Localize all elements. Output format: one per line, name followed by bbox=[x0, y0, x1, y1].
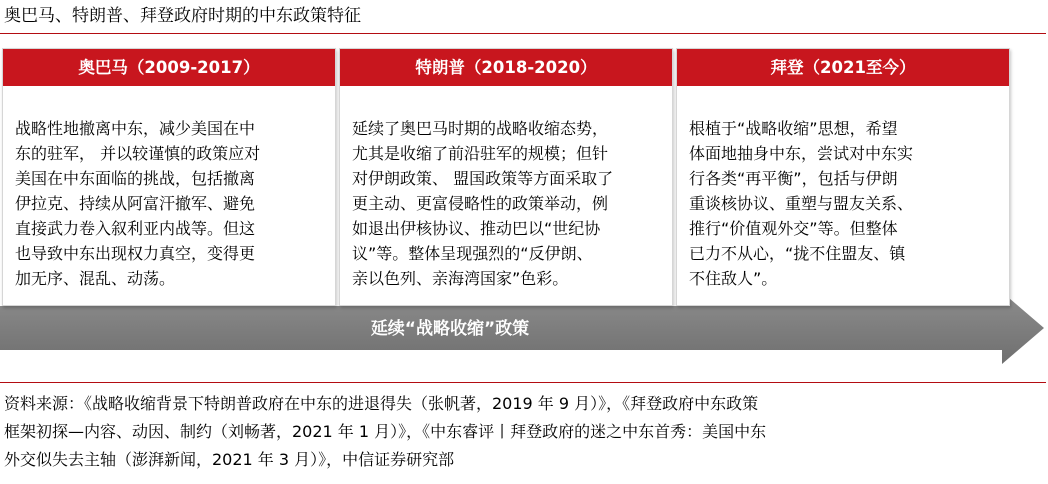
body-line: 行各类“再平衡”，包括与伊朗 bbox=[689, 169, 898, 188]
body-line: 也导致中东出现权力真空，变得更 bbox=[15, 244, 256, 263]
body-line: 体面地抽身中东，尝试对中东实 bbox=[689, 144, 914, 163]
body-line: 对伊朗政策、 盟国政策等方面采取了 bbox=[352, 169, 614, 188]
body-line: 亲以色列、亲海湾国家”色彩。 bbox=[352, 269, 569, 288]
body-line: 尤其是收缩了前沿驻军的规模；但针 bbox=[352, 144, 609, 163]
policy-card-body bbox=[340, 86, 672, 291]
body-line: 战略性地撤离中东，减少美国在中 bbox=[15, 119, 256, 138]
body-line: 加无序、混乱、动荡。 bbox=[15, 269, 176, 288]
title-divider bbox=[0, 33, 1046, 34]
body-line: 如退出伊核协议、推动巴以“世纪协 bbox=[352, 219, 601, 238]
policy-card-trump bbox=[339, 48, 673, 306]
policy-card-biden bbox=[676, 48, 1010, 306]
body-line: 重谈核协议、重塑与盟友关系、 bbox=[689, 194, 914, 213]
source-note bbox=[4, 390, 766, 474]
body-line: 不住敌人”。 bbox=[689, 269, 778, 288]
source-line: 外交似失去主轴（澎湃新闻，2021 年 3 月）》，中信证券研究部 bbox=[4, 450, 455, 469]
body-line: 美国在中东面临的挑战，包括撤离 bbox=[15, 169, 256, 188]
body-line: 议”等。整体呈现强烈的“反伊朗、 bbox=[352, 244, 593, 263]
policy-card-header: 奥巴马（2009-2017） bbox=[3, 49, 335, 86]
source-line: 框架初探—内容、动因、制约（刘畅著，2021 年 1 月）》，《中东睿评丨拜登政府的迷之中东首秀：美国中东 bbox=[4, 422, 767, 441]
body-line: 直接武力卷入叙利亚内战等。但这 bbox=[15, 219, 256, 238]
body-line: 已力不从心，“拢不住盟友、镇 bbox=[689, 244, 906, 263]
body-line: 推行“价值观外交”等。但整体 bbox=[689, 219, 898, 238]
body-line: 伊拉克、持续从阿富汗撤军、避免 bbox=[15, 194, 256, 213]
policy-card-body bbox=[677, 86, 1009, 291]
arrow-label: 延续“战略收缩”政策 bbox=[370, 319, 530, 339]
body-line: 更主动、更富侵略性的政策举动，例 bbox=[352, 194, 609, 213]
policy-card-body bbox=[3, 86, 335, 291]
body-line: 延续了奥巴马时期的战略收缩态势， bbox=[352, 119, 609, 138]
policy-card-header: 特朗普（2018-2020） bbox=[340, 49, 672, 86]
body-line: 根植于“战略收缩”思想，希望 bbox=[689, 119, 898, 138]
source-divider bbox=[0, 382, 1046, 383]
policy-card-header: 拜登（2021至今） bbox=[677, 49, 1009, 86]
policy-card-obama bbox=[2, 48, 336, 306]
source-line: 资料来源：《战略收缩背景下特朗普政府在中东的进退得失（张帆著，2019 年 9 月）》，《拜登政府中东政策 bbox=[4, 394, 759, 413]
page-title: 奥巴马、特朗普、拜登政府时期的中东政策特征 bbox=[4, 6, 361, 26]
body-line: 东的驻军， 并以较谨慎的政策应对 bbox=[15, 144, 261, 163]
